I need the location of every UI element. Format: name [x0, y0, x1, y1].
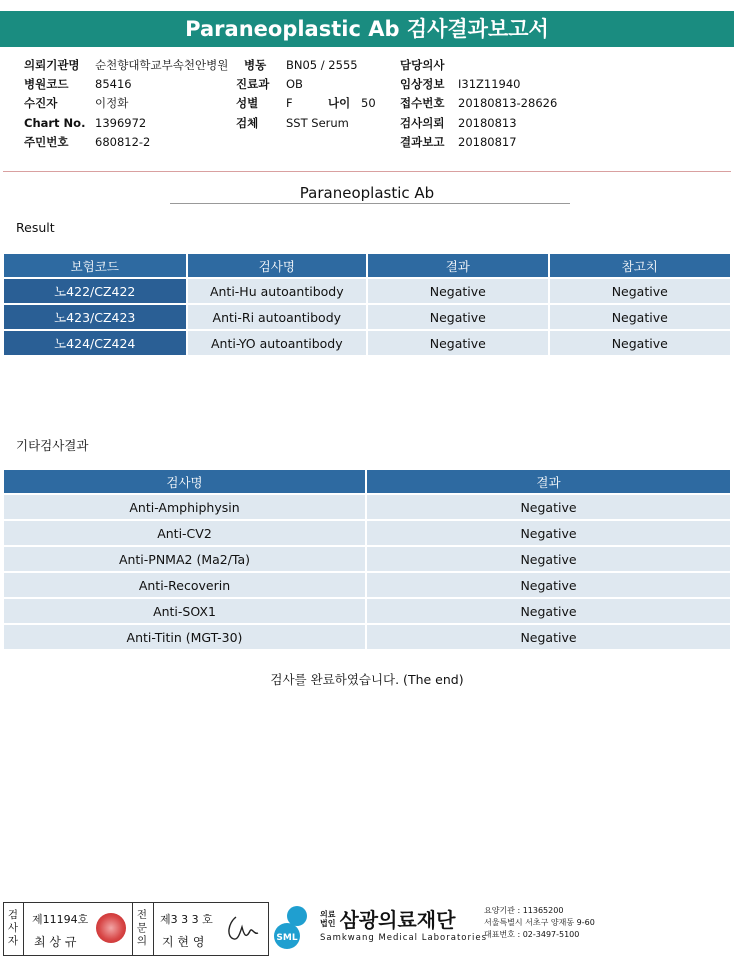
- sex-label: 성별: [236, 96, 259, 110]
- header-test-name: 검사명: [188, 254, 367, 277]
- result-value: Negative: [367, 573, 730, 597]
- table-row: [4, 305, 730, 329]
- test-name: Anti-CV2: [4, 521, 365, 545]
- tester-name: 최 상 규: [34, 935, 77, 949]
- result-value: Negative: [367, 495, 730, 519]
- result-value: Negative: [368, 279, 547, 303]
- age-value: 50: [361, 96, 376, 110]
- tester-label: 검 사 자: [7, 909, 19, 947]
- doctor-label: 담당의사: [400, 58, 445, 72]
- test-name: Anti-Ri autoantibody: [188, 305, 367, 329]
- other-table-header: [4, 470, 730, 493]
- section-title: Paraneoplastic Ab: [299, 184, 435, 202]
- chart-label: Chart No.: [24, 116, 86, 130]
- request-label: 검사의뢰: [400, 116, 445, 130]
- reference-value: Negative: [550, 305, 730, 329]
- table-row: [4, 599, 730, 623]
- box-divider: [132, 903, 133, 955]
- test-name: Anti-Amphiphysin: [4, 495, 365, 519]
- dept-value: OB: [286, 77, 303, 91]
- clinical-value: I31Z11940: [458, 77, 521, 91]
- result-table-header: [4, 254, 730, 277]
- official-seal-icon: [96, 913, 126, 943]
- sex-value: F: [286, 96, 293, 110]
- specimen-value: SST Serum: [286, 116, 349, 130]
- clinical-label: 임상정보: [400, 77, 445, 91]
- insurance-code: 노424/CZ424: [4, 331, 186, 355]
- report-value: 20180817: [458, 135, 517, 149]
- org-prefix-1: 의료: [320, 909, 336, 919]
- patient-label: 수진자: [24, 96, 58, 110]
- result-table: [2, 252, 732, 357]
- result-value: Negative: [367, 599, 730, 623]
- other-results-table: [2, 468, 732, 651]
- table-row: [4, 625, 730, 649]
- code-value: 85416: [95, 77, 132, 91]
- table-row: [4, 279, 730, 303]
- table-row: [4, 573, 730, 597]
- chart-value: 1396972: [95, 116, 147, 130]
- test-name: Anti-PNMA2 (Ma2/Ta): [4, 547, 365, 571]
- org-prefix-2: 법인: [320, 918, 336, 928]
- result-value: Negative: [367, 547, 730, 571]
- header-test-name: 검사명: [4, 470, 365, 493]
- hospital-value: 순천향대학교부속천안병원: [95, 58, 229, 72]
- result-label: Result: [16, 220, 55, 235]
- ward-value: BN05 / 2555: [286, 58, 358, 72]
- dept-label: 진료과: [236, 77, 270, 91]
- section-title-underline: [170, 203, 570, 204]
- reference-value: Negative: [550, 331, 730, 355]
- report-title: Paraneoplastic Ab 검사결과보고서: [0, 11, 734, 47]
- specialist-license-no: 제3 3 3 호: [160, 913, 213, 926]
- test-name: Anti-Titin (MGT-30): [4, 625, 365, 649]
- organization-english-name: Samkwang Medical Laboratories: [320, 933, 488, 943]
- test-name: Anti-SOX1: [4, 599, 365, 623]
- table-row: [4, 331, 730, 355]
- tester-license-no: 제11194호: [32, 913, 89, 926]
- insurance-code: 노423/CZ423: [4, 305, 186, 329]
- org-address: 서울특별시 서초구 양재동 9-60: [484, 918, 595, 927]
- result-value: Negative: [368, 331, 547, 355]
- code-label: 병원코드: [24, 77, 69, 91]
- end-notice: 검사를 완료하였습니다. (The end): [270, 672, 464, 687]
- receipt-label: 접수번호: [400, 96, 445, 110]
- header-reference: 참고치: [550, 254, 730, 277]
- specimen-label: 검체: [236, 116, 259, 130]
- age-label: 나이: [328, 96, 351, 110]
- test-name: Anti-Hu autoantibody: [188, 279, 367, 303]
- org-code: 요양기관 : 11365200: [484, 906, 564, 915]
- reference-value: Negative: [550, 279, 730, 303]
- result-value: Negative: [367, 521, 730, 545]
- specialist-name: 지 현 영: [162, 935, 205, 949]
- box-divider: [23, 903, 24, 955]
- organization-contact: [484, 905, 595, 941]
- header-insurance-code: 보험코드: [4, 254, 186, 277]
- header-result: 결과: [367, 470, 730, 493]
- result-value: Negative: [368, 305, 547, 329]
- receipt-value: 20180813-28626: [458, 96, 558, 110]
- hospital-label: 의뢰기관명: [24, 58, 80, 72]
- test-name: Anti-YO autoantibody: [188, 331, 367, 355]
- id-label: 주민번호: [24, 135, 69, 149]
- signature-box: [3, 902, 269, 956]
- other-results-label: 기타검사결과: [16, 438, 89, 453]
- organization-name: 삼광의료재단: [339, 908, 456, 932]
- result-value: Negative: [367, 625, 730, 649]
- logo-text: SML: [276, 933, 298, 943]
- ward-label: 병동: [244, 58, 267, 72]
- header-result: 결과: [368, 254, 547, 277]
- box-divider: [153, 903, 154, 955]
- org-phone: 대표번호 : 02-3497-5100: [484, 930, 580, 939]
- request-value: 20180813: [458, 116, 517, 130]
- signature-icon: [222, 911, 262, 947]
- id-value: 680812-2: [95, 135, 151, 149]
- section-divider: [3, 171, 731, 172]
- sml-logo-icon: [271, 904, 315, 950]
- report-label: 결과보고: [400, 135, 445, 149]
- table-row: [4, 521, 730, 545]
- table-row: [4, 495, 730, 519]
- table-row: [4, 547, 730, 571]
- specialist-label: 전 문 의: [136, 909, 148, 947]
- organization-block: [320, 904, 487, 943]
- patient-value: 이정화: [95, 96, 129, 110]
- test-name: Anti-Recoverin: [4, 573, 365, 597]
- insurance-code: 노422/CZ422: [4, 279, 186, 303]
